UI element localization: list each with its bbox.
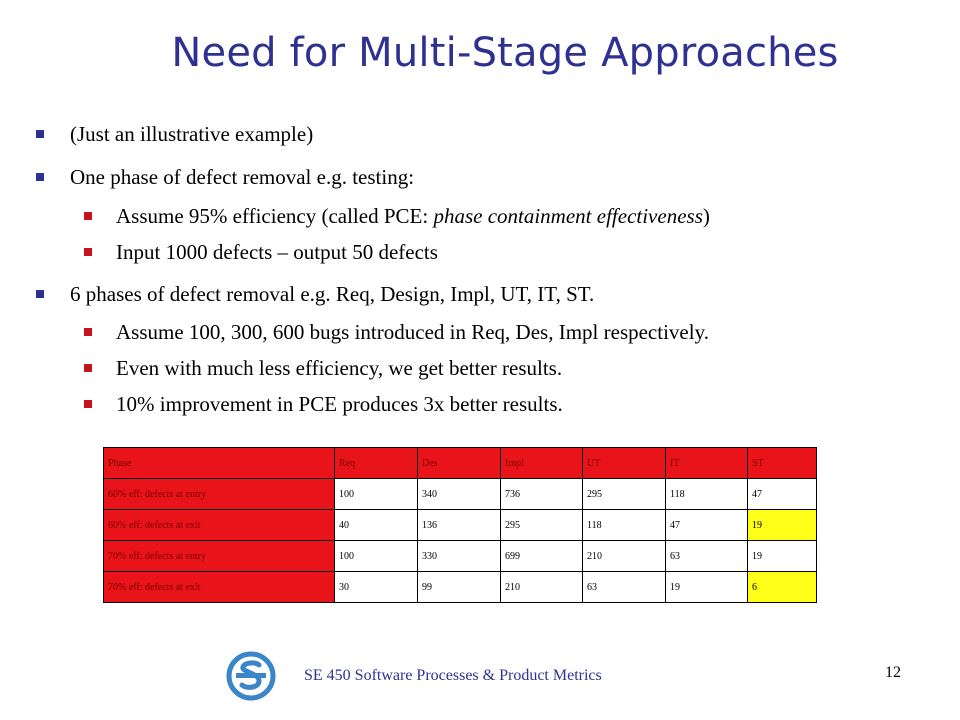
table-cell: 99 (418, 572, 501, 603)
table-row (104, 510, 817, 541)
bullet-item (36, 280, 936, 318)
table-header-cell: Des (418, 448, 501, 479)
bullet-text-italic: phase containment effectiveness (433, 204, 703, 228)
square-bullet-icon (36, 290, 44, 298)
table-cell: 136 (418, 510, 501, 541)
table-row-label: 70% eff: defects at entry (104, 541, 335, 572)
table-cell: 699 (501, 541, 583, 572)
sub-bullet-item (36, 318, 936, 354)
bullet-text-post: ) (702, 204, 710, 228)
table-row-label: 60% eff: defects at exit (104, 510, 335, 541)
bullet-text-pre: Assume 95% efficiency (called PCE: (116, 204, 434, 228)
table-cell: 100 (335, 479, 418, 510)
sub-bullet-item (36, 202, 936, 238)
square-bullet-icon (84, 248, 92, 256)
bullet-text: 10% improvement in PCE produces 3x better results. (116, 392, 563, 416)
table-cell: 100 (335, 541, 418, 572)
footer-text: SE 450 Software Processes & Product Metrics (304, 667, 602, 684)
table-header-row (104, 448, 817, 479)
bullet-text: One phase of defect removal e.g. testing: (70, 165, 415, 189)
table-cell: 63 (666, 541, 748, 572)
table-header-cell: IT (666, 448, 748, 479)
table-cell-highlight: 6 (748, 572, 817, 603)
square-bullet-icon (36, 130, 44, 138)
square-bullet-icon (84, 328, 92, 336)
logo-icon (226, 651, 276, 701)
table-cell: 47 (666, 510, 748, 541)
page-number: 12 (885, 664, 901, 681)
table-cell: 210 (501, 572, 583, 603)
table-cell: 295 (501, 510, 583, 541)
table-cell: 118 (666, 479, 748, 510)
table-cell: 118 (583, 510, 666, 541)
sub-bullet-item (36, 354, 936, 390)
table-cell: 330 (418, 541, 501, 572)
table-header-cell: Phase (104, 448, 335, 479)
table-row (104, 572, 817, 603)
bullet-item (36, 120, 936, 163)
table-cell: 19 (666, 572, 748, 603)
table-cell: 736 (501, 479, 583, 510)
bullet-text: Input 1000 defects – output 50 defects (116, 240, 438, 264)
bullet-text: 6 phases of defect removal e.g. Req, Design, Impl, UT, IT, ST. (70, 282, 595, 306)
table-cell: 63 (583, 572, 666, 603)
bullet-text: Assume 100, 300, 600 bugs introduced in Req, Des, Impl respectively. (116, 320, 709, 344)
table-cell: 19 (748, 541, 817, 572)
slide-title: Need for Multi-Stage Approaches (171, 30, 839, 76)
table-row (104, 479, 817, 510)
sub-bullet-item (36, 238, 936, 280)
square-bullet-icon (84, 400, 92, 408)
bullet-text: (Just an illustrative example) (70, 122, 314, 146)
table-header-cell: Impl (501, 448, 583, 479)
defects-table (103, 447, 817, 603)
table-cell: 340 (418, 479, 501, 510)
table-header-cell: UT (583, 448, 666, 479)
table-header-cell: ST (748, 448, 817, 479)
table-cell-highlight: 19 (748, 510, 817, 541)
table-cell: 295 (583, 479, 666, 510)
table-row (104, 541, 817, 572)
bullet-item (36, 163, 936, 202)
square-bullet-icon (84, 212, 92, 220)
bullet-list (36, 120, 936, 426)
square-bullet-icon (84, 364, 92, 372)
sub-bullet-item (36, 390, 936, 426)
table-row-label: 60% eff: defects at entry (104, 479, 335, 510)
bullet-text: Even with much less efficiency, we get better results. (116, 356, 563, 380)
table-header-cell: Req (335, 448, 418, 479)
table-row-label: 70% eff: defects at exit (104, 572, 335, 603)
table-cell: 30 (335, 572, 418, 603)
table-cell: 40 (335, 510, 418, 541)
square-bullet-icon (36, 173, 44, 181)
table-cell: 210 (583, 541, 666, 572)
table-cell: 47 (748, 479, 817, 510)
